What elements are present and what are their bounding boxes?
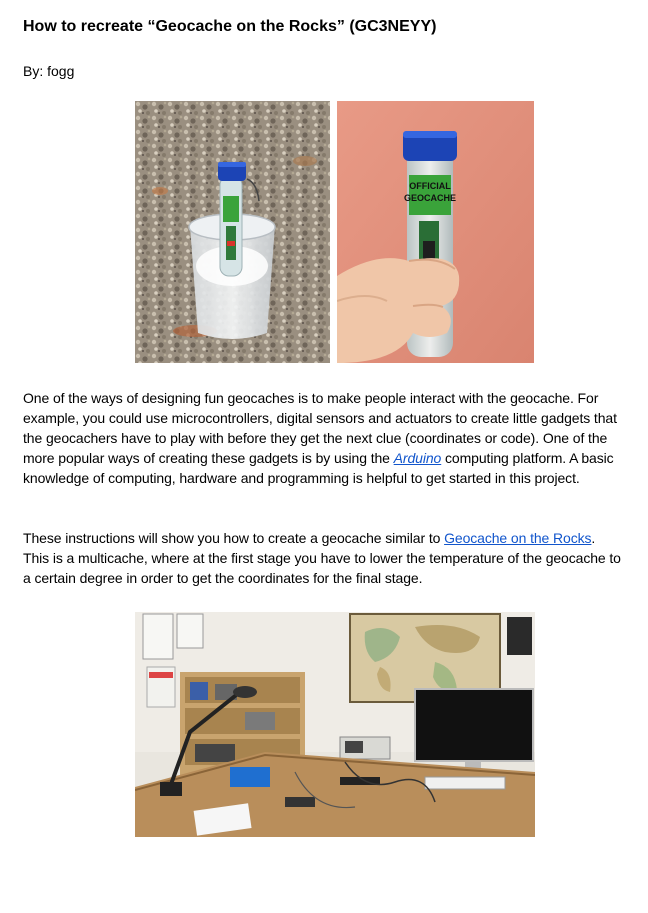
- tube-label-line2: GEOCACHE: [403, 193, 457, 203]
- photo-cache-tube-in-hand: [337, 101, 534, 363]
- photo-cache-in-ice-cup: [135, 101, 330, 363]
- instructions-text-after-link: . This is a multicache, where at the first stage you have to lower the temperature of the geocache to a certain degree in order to get the coordinates for the final stage.: [23, 530, 621, 586]
- intro-paragraph: [23, 388, 623, 488]
- photo-workshop-desk: [135, 612, 535, 837]
- instructions-paragraph: [23, 528, 623, 588]
- geocache-on-the-rocks-link[interactable]: Geocache on the Rocks: [444, 530, 592, 546]
- tube-label-line1: OFFICIAL: [409, 181, 451, 191]
- instructions-text-before-link: These instructions will show you how to create a geocache similar to: [23, 530, 445, 546]
- intro-text-after-link: computing platform. A basic knowledge of computing, hardware and programming is helpful to get started in this project.: [23, 450, 614, 486]
- byline: By: fogg: [23, 63, 75, 79]
- document-title: How to recreate “Geocache on the Rocks” (GC3NEYY): [23, 18, 437, 35]
- intro-text-before-link: One of the ways of designing fun geocaches is to make people interact with the geocache. For example, you could use microcontrollers, digital sensors and actuators to create little gadgets that the geocachers have to play with before they get the next clue (coordinates or code). One of the more popular ways of creating these gadgets is by using the: [23, 390, 617, 466]
- arduino-link[interactable]: Arduino: [393, 450, 442, 466]
